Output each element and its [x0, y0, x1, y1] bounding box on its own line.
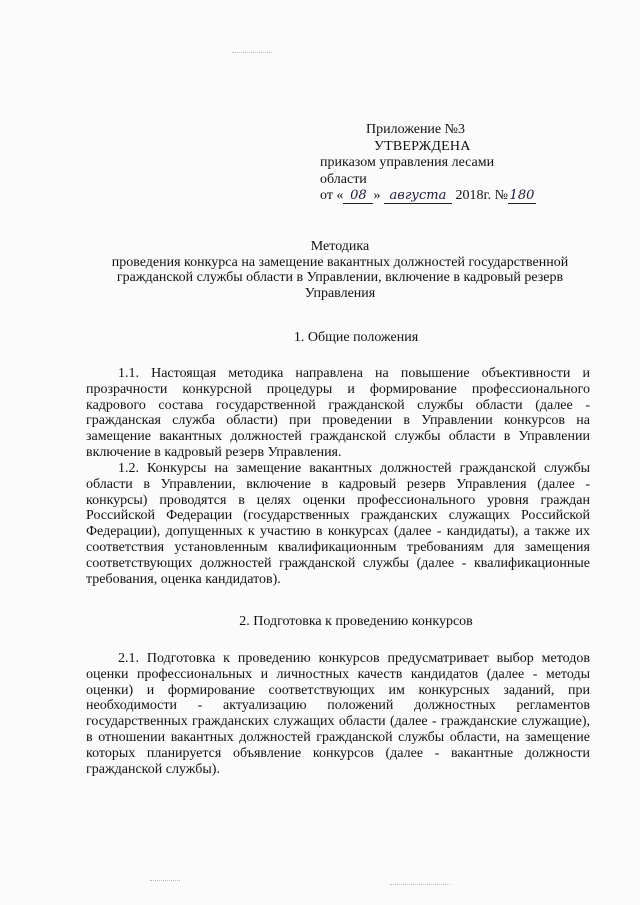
date-separator: »: [373, 188, 381, 203]
date-day-handwritten: 08: [343, 189, 373, 204]
paragraph-1-1: 1.1. Настоящая методика направлена на повышение объективности и прозрачности конкурсной процедуры и формирование профессионального кадрового состава государственной гражданской службы области (далее - гражданская служба области) при проведении в Управлении конкурсов на замещение вакантных должностей гражданской службы области в Управлении включение в кадровый резерв Управления.: [86, 366, 590, 460]
paragraph-1-2: 1.2. Конкурсы на замещение вакантных должностей гражданской службы области в Управлении, включение в кадровый резерв Управления (далее - конкурсы) проводятся в целях оценки профессионального уровня граждан Российской Федерации (государственных гражданских служащих Российской Федерации), допущенных к участию в конкурсах (далее - кандидаты), а также их соответствия установленным квалификационным требованиям для замещения соответствующих должностей гражданской службы (далее - квалификационные требования, оценка кандидатов).: [86, 461, 590, 587]
title-line-2: проведения конкурса на замещение вакантных должностей государственной: [111, 254, 569, 270]
section-1-heading: 1. Общие положения: [293, 330, 419, 345]
order-date: [320, 188, 580, 205]
scan-artifact-bottom-right: [390, 884, 450, 886]
paragraph-2-1: 2.1. Подготовка к проведению конкурсов предусматривает выбор методов оценки профессиональных и личностных качеств кандидатов (далее - методы оценки) и формирование соответствующих им конкурсных заданий, при необходимости - актуализацию положений должностных регламентов государственных гражданских служащих области (далее - гражданские служащие), в отношении вакантных должностей гражданской службы области, на замещение которых планируется объявление конкурсов (далее - вакантные должности гражданской службы).: [86, 651, 590, 777]
title-line-4: Управления: [304, 285, 376, 301]
order-issuer-line2: области: [320, 171, 367, 187]
date-prefix: от «: [320, 188, 344, 203]
scan-artifact-top: [232, 52, 272, 54]
order-number-handwritten: 180: [509, 188, 535, 203]
order-issuer-line1: приказом управления лесами: [320, 155, 495, 170]
title-line-3: гражданской службы области в Управлении, включение в кадровый резерв: [116, 270, 564, 285]
approval-stamp: УТВЕРЖДЕНА: [374, 138, 471, 154]
title-line-1: Методика: [310, 239, 370, 254]
date-month-handwritten: августа: [384, 189, 452, 204]
approval-block: [320, 122, 580, 205]
document-title: [60, 239, 620, 301]
section-2-heading: 2. Подготовка к проведению конкурсов: [239, 614, 473, 629]
date-year: 2018г. №: [455, 188, 508, 203]
scan-artifact-bottom: [150, 880, 180, 882]
appendix-number: Приложение №3: [366, 122, 465, 137]
